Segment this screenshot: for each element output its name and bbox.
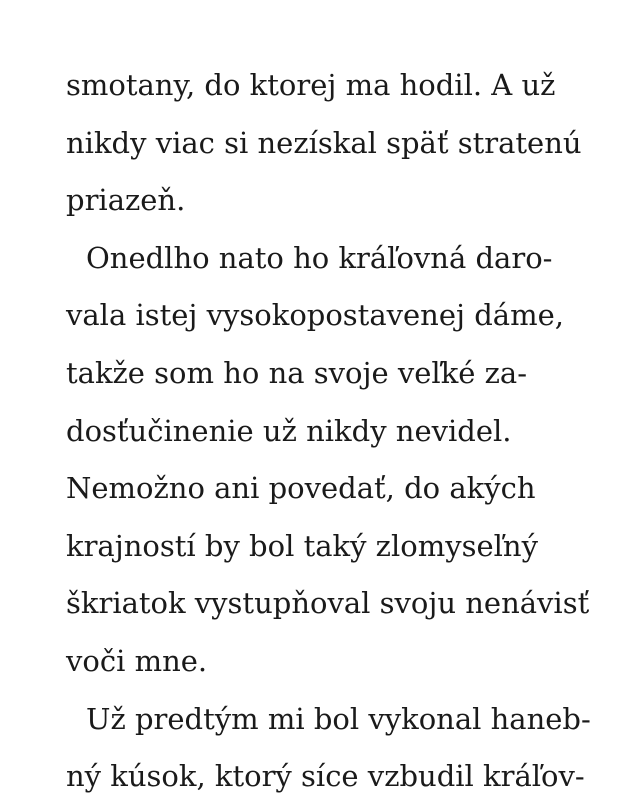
- text-line-6: takže som ho na svoje veľké za-: [66, 355, 528, 390]
- text-line-7: dosťučinenie už nikdy nevidel.: [66, 413, 512, 448]
- text-line-3: priazeň.: [66, 183, 186, 218]
- text-line-5: vala istej vysokopostavenej dáme,: [66, 298, 564, 333]
- text-line-2: nikdy viac si nezískal späť stratenú: [66, 125, 582, 160]
- text-line-13: ný kúsok, ktorý síce vzbudil kráľov-: [66, 759, 585, 794]
- text-line-8: Nemožno ani povedať, do akých: [66, 471, 536, 506]
- body-text: [66, 57, 591, 806]
- text-line-11: voči mne.: [66, 643, 208, 678]
- text-line-12: Už predtým mi bol vykonal haneb-: [86, 701, 591, 736]
- text-line-10: škriatok vystupňoval svoju nenávisť: [66, 586, 590, 621]
- text-line-1: smotany, do ktorej ma hodil. A už: [66, 68, 556, 102]
- text-line-4: Onedlho nato ho kráľovná daro-: [86, 240, 553, 275]
- text-line-9: krajností by bol taký zlomyseľný: [66, 528, 538, 563]
